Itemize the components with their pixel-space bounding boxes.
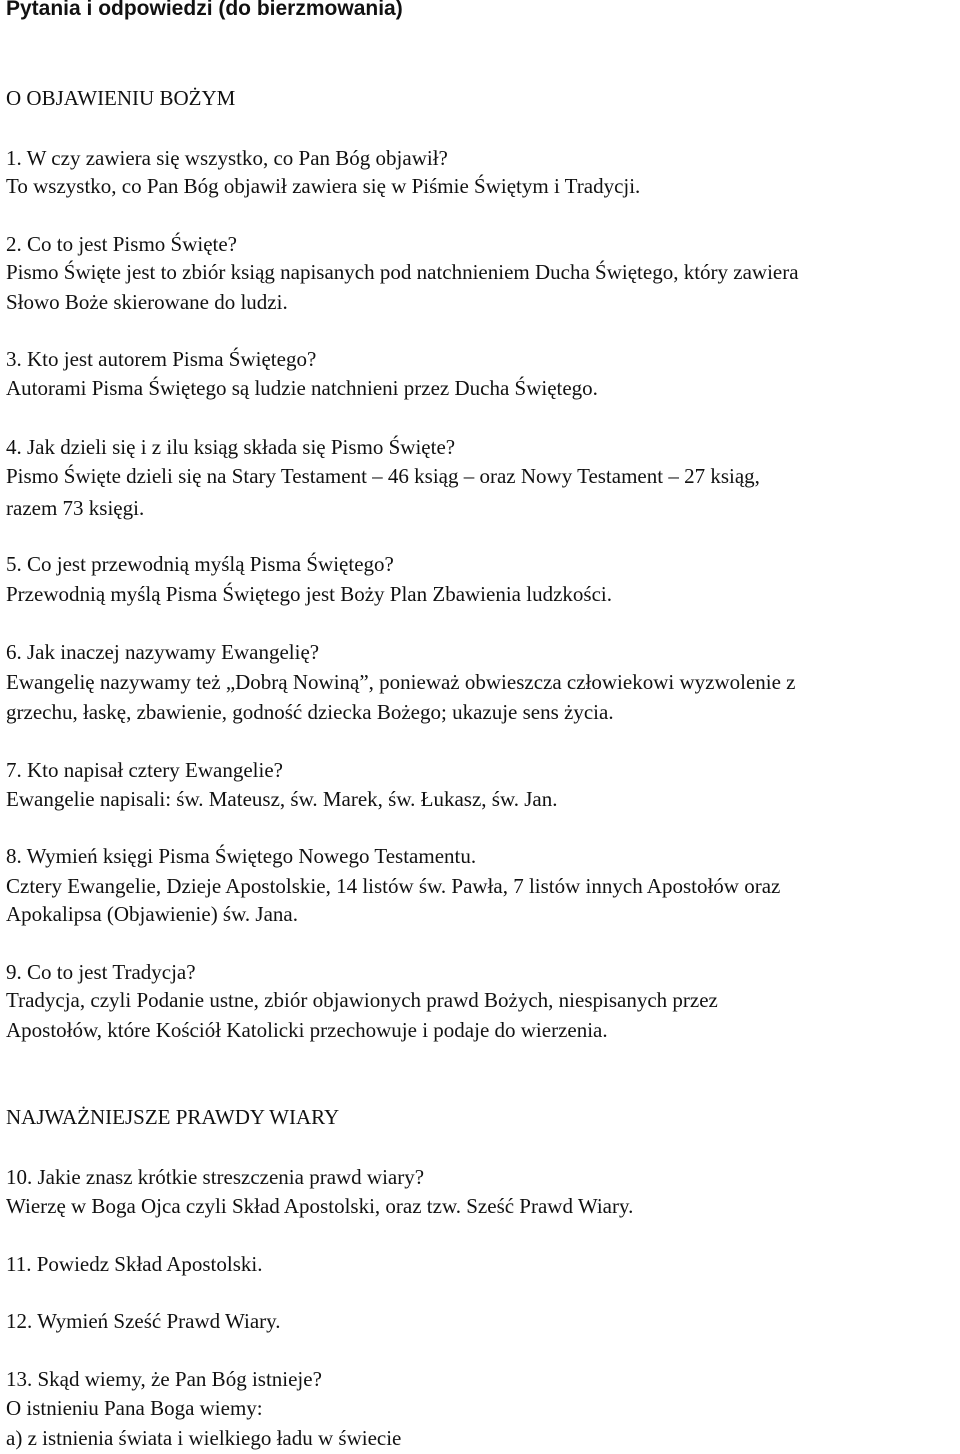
answer-8-line-1: Cztery Ewangelie, Dzieje Apostolskie, 14 listów św. Pawła, 7 listów innych Apostołów oraz xyxy=(6,874,781,898)
question-13: 13. Skąd wiemy, że Pan Bóg istnieje? xyxy=(6,1367,322,1391)
question-6: 6. Jak inaczej nazywamy Ewangelię? xyxy=(6,640,320,664)
question-11: 11. Powiedz Skład Apostolski. xyxy=(6,1252,263,1276)
answer-10-line-1: Wierzę w Boga Ojca czyli Skład Apostolski, oraz tzw. Sześć Prawd Wiary. xyxy=(6,1194,634,1218)
question-2: 2. Co to jest Pismo Święte? xyxy=(6,232,237,256)
answer-6-line-1: Ewangelię nazywamy też „Dobrą Nowiną”, ponieważ obwieszcza człowiekowi wyzwolenie z xyxy=(6,670,796,694)
answer-3-line-1: Autorami Pisma Świętego są ludzie natchnieni przez Ducha Świętego. xyxy=(6,376,598,400)
question-8: 8. Wymień księgi Pisma Świętego Nowego Testamentu. xyxy=(6,844,477,868)
question-10: 10. Jakie znasz krótkie streszczenia prawd wiary? xyxy=(6,1165,425,1189)
document-title: Pytania i odpowiedzi (do bierzmowania) xyxy=(6,0,403,20)
answer-13-line-2: a) z istnienia świata i wielkiego ładu w świecie xyxy=(6,1426,402,1450)
answer-9-line-1: Tradycja, czyli Podanie ustne, zbiór objawionych prawd Bożych, niespisanych przez xyxy=(6,988,718,1012)
answer-4-line-1: Pismo Święte dzieli się na Stary Testament – 46 ksiąg – oraz Nowy Testament – 27 ksiąg, xyxy=(6,464,760,488)
answer-2-line-1: Pismo Święte jest to zbiór ksiąg napisanych pod natchnieniem Ducha Świętego, który zawiera xyxy=(6,260,799,284)
answer-8-line-2: Apokalipsa (Objawienie) św. Jana. xyxy=(6,902,298,926)
question-9: 9. Co to jest Tradycja? xyxy=(6,960,196,984)
answer-4-line-2: razem 73 księgi. xyxy=(6,496,145,520)
section-heading: O OBJAWIENIU BOŻYM xyxy=(6,86,236,110)
answer-9-line-2: Apostołów, które Kościół Katolicki przechowuje i podaje do wierzenia. xyxy=(6,1018,608,1042)
question-5: 5. Co jest przewodnią myślą Pisma Świętego? xyxy=(6,552,394,576)
answer-13-line-1: O istnieniu Pana Boga wiemy: xyxy=(6,1396,263,1420)
question-3: 3. Kto jest autorem Pisma Świętego? xyxy=(6,347,317,371)
question-7: 7. Kto napisał cztery Ewangelie? xyxy=(6,758,283,782)
answer-7-line-1: Ewangelie napisali: św. Mateusz, św. Marek, św. Łukasz, św. Jan. xyxy=(6,787,558,811)
question-4: 4. Jak dzieli się i z ilu ksiąg składa się Pismo Święte? xyxy=(6,435,456,459)
answer-2-line-2: Słowo Boże skierowane do ludzi. xyxy=(6,290,288,314)
section-heading: NAJWAŻNIEJSZE PRAWDY WIARY xyxy=(6,1105,340,1129)
answer-6-line-2: grzechu, łaskę, zbawienie, godność dziecka Bożego; ukazuje sens życia. xyxy=(6,700,614,724)
answer-5-line-1: Przewodnią myślą Pisma Świętego jest Boży Plan Zbawienia ludzkości. xyxy=(6,582,612,606)
question-1: 1. W czy zawiera się wszystko, co Pan Bóg objawił? xyxy=(6,146,448,170)
question-12: 12. Wymień Sześć Prawd Wiary. xyxy=(6,1309,281,1333)
answer-1-line-1: To wszystko, co Pan Bóg objawił zawiera się w Piśmie Świętym i Tradycji. xyxy=(6,174,641,198)
